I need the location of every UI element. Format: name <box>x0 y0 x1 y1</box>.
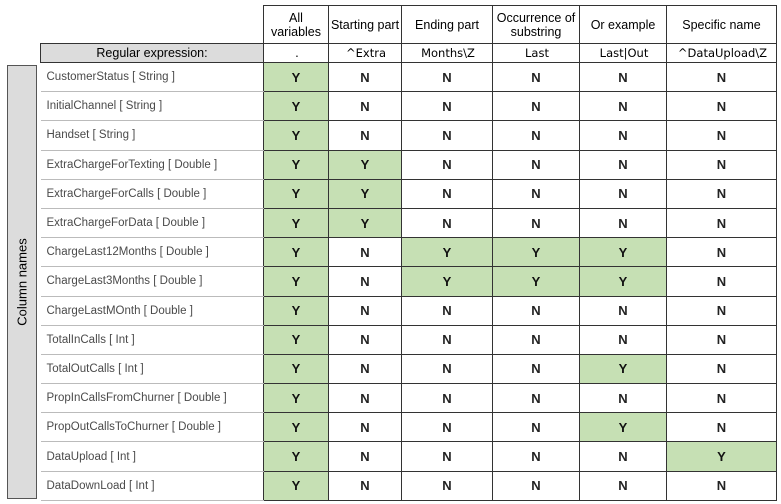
match-cell: Y <box>264 63 329 92</box>
no-match-cell: N <box>493 296 580 325</box>
table-row <box>41 150 777 179</box>
no-match-cell: N <box>402 179 493 208</box>
match-cell: Y <box>580 413 667 442</box>
match-cell: Y <box>402 238 493 267</box>
column-name-cell: ExtraChargeForData [ Double ] <box>41 208 264 237</box>
column-names-side-label <box>7 65 37 499</box>
table-row <box>41 92 777 121</box>
column-header: Or example <box>580 6 667 44</box>
no-match-cell: N <box>493 384 580 413</box>
column-name-cell: ChargeLast3Months [ Double ] <box>41 267 264 296</box>
match-cell: Y <box>264 471 329 500</box>
no-match-cell: N <box>329 325 402 354</box>
column-name-cell: ExtraChargeForTexting [ Double ] <box>41 150 264 179</box>
column-name-cell: CustomerStatus [ String ] <box>41 63 264 92</box>
table-row <box>41 121 777 150</box>
no-match-cell: N <box>402 92 493 121</box>
regex-pattern: ^Extra <box>329 44 402 63</box>
no-match-cell: N <box>329 354 402 383</box>
column-name-cell: DataDownLoad [ Int ] <box>41 471 264 500</box>
no-match-cell: N <box>667 179 777 208</box>
match-cell: Y <box>329 150 402 179</box>
no-match-cell: N <box>493 354 580 383</box>
no-match-cell: N <box>329 442 402 471</box>
no-match-cell: N <box>580 442 667 471</box>
no-match-cell: N <box>667 267 777 296</box>
no-match-cell: N <box>667 413 777 442</box>
table-row <box>41 442 777 471</box>
column-name-cell: TotalInCalls [ Int ] <box>41 325 264 354</box>
no-match-cell: N <box>493 325 580 354</box>
match-cell: Y <box>580 267 667 296</box>
column-header: All variables <box>264 6 329 44</box>
match-cell: Y <box>264 413 329 442</box>
no-match-cell: N <box>580 121 667 150</box>
no-match-cell: N <box>493 92 580 121</box>
header-row <box>41 6 777 44</box>
column-name-cell: TotalOutCalls [ Int ] <box>41 354 264 383</box>
no-match-cell: N <box>402 442 493 471</box>
no-match-cell: N <box>667 150 777 179</box>
no-match-cell: N <box>493 150 580 179</box>
match-cell: Y <box>329 208 402 237</box>
no-match-cell: N <box>493 121 580 150</box>
no-match-cell: N <box>402 384 493 413</box>
side-label-text: Column names <box>14 238 30 326</box>
no-match-cell: N <box>580 150 667 179</box>
column-header: Occurrence of substring <box>493 6 580 44</box>
match-cell: Y <box>264 325 329 354</box>
no-match-cell: N <box>402 413 493 442</box>
match-cell: Y <box>264 179 329 208</box>
no-match-cell: N <box>580 296 667 325</box>
table-row <box>41 384 777 413</box>
column-name-cell: DataUpload [ Int ] <box>41 442 264 471</box>
column-name-cell: ExtraChargeForCalls [ Double ] <box>41 179 264 208</box>
no-match-cell: N <box>402 63 493 92</box>
no-match-cell: N <box>667 63 777 92</box>
no-match-cell: N <box>667 238 777 267</box>
regex-label: Regular expression: <box>41 44 264 63</box>
no-match-cell: N <box>329 296 402 325</box>
no-match-cell: N <box>493 179 580 208</box>
match-cell: Y <box>402 267 493 296</box>
no-match-cell: N <box>493 471 580 500</box>
table-row <box>41 354 777 383</box>
column-header: Ending part <box>402 6 493 44</box>
regex-pattern: . <box>264 44 329 63</box>
no-match-cell: N <box>493 208 580 237</box>
column-header: Specific name <box>667 6 777 44</box>
match-cell: Y <box>264 267 329 296</box>
no-match-cell: N <box>329 471 402 500</box>
no-match-cell: N <box>329 267 402 296</box>
no-match-cell: N <box>667 471 777 500</box>
match-cell: Y <box>264 238 329 267</box>
corner-blank <box>41 6 264 44</box>
no-match-cell: N <box>580 384 667 413</box>
match-cell: Y <box>264 208 329 237</box>
no-match-cell: N <box>329 413 402 442</box>
no-match-cell: N <box>667 384 777 413</box>
table-row <box>41 267 777 296</box>
column-name-cell: Handset [ String ] <box>41 121 264 150</box>
no-match-cell: N <box>493 442 580 471</box>
regex-pattern: Last|Out <box>580 44 667 63</box>
match-cell: Y <box>667 442 777 471</box>
no-match-cell: N <box>580 92 667 121</box>
regex-pattern: Months\Z <box>402 44 493 63</box>
match-cell: Y <box>493 267 580 296</box>
no-match-cell: N <box>402 471 493 500</box>
no-match-cell: N <box>402 121 493 150</box>
no-match-cell: N <box>667 208 777 237</box>
no-match-cell: N <box>329 92 402 121</box>
no-match-cell: N <box>667 354 777 383</box>
match-cell: Y <box>264 384 329 413</box>
match-cell: Y <box>580 354 667 383</box>
match-cell: Y <box>493 238 580 267</box>
match-cell: Y <box>580 238 667 267</box>
table-row <box>41 325 777 354</box>
match-cell: Y <box>264 442 329 471</box>
no-match-cell: N <box>329 238 402 267</box>
table-row <box>41 238 777 267</box>
no-match-cell: N <box>329 384 402 413</box>
no-match-cell: N <box>667 92 777 121</box>
no-match-cell: N <box>667 121 777 150</box>
no-match-cell: N <box>402 354 493 383</box>
column-header: Starting part <box>329 6 402 44</box>
no-match-cell: N <box>493 413 580 442</box>
no-match-cell: N <box>329 63 402 92</box>
no-match-cell: N <box>667 325 777 354</box>
table-row <box>41 179 777 208</box>
regex-pattern: Last <box>493 44 580 63</box>
match-cell: Y <box>264 354 329 383</box>
column-name-cell: ChargeLast12Months [ Double ] <box>41 238 264 267</box>
no-match-cell: N <box>580 63 667 92</box>
no-match-cell: N <box>580 208 667 237</box>
no-match-cell: N <box>402 150 493 179</box>
match-cell: Y <box>264 92 329 121</box>
column-name-cell: ChargeLastMOnth [ Double ] <box>41 296 264 325</box>
regex-pattern: ^DataUpload\Z <box>667 44 777 63</box>
column-name-cell: PropOutCallsToChurner [ Double ] <box>41 413 264 442</box>
table-row <box>41 208 777 237</box>
table-row <box>41 63 777 92</box>
no-match-cell: N <box>402 296 493 325</box>
match-cell: Y <box>329 179 402 208</box>
regex-row <box>41 44 777 63</box>
no-match-cell: N <box>580 179 667 208</box>
no-match-cell: N <box>580 325 667 354</box>
selection-grid <box>40 5 777 501</box>
table-row <box>41 296 777 325</box>
table-row <box>41 471 777 500</box>
no-match-cell: N <box>493 63 580 92</box>
match-cell: Y <box>264 296 329 325</box>
no-match-cell: N <box>580 471 667 500</box>
no-match-cell: N <box>402 325 493 354</box>
no-match-cell: N <box>667 296 777 325</box>
no-match-cell: N <box>402 208 493 237</box>
no-match-cell: N <box>329 121 402 150</box>
match-cell: Y <box>264 150 329 179</box>
column-name-cell: PropInCallsFromChurner [ Double ] <box>41 384 264 413</box>
match-cell: Y <box>264 121 329 150</box>
column-name-cell: InitialChannel [ String ] <box>41 92 264 121</box>
table-row <box>41 413 777 442</box>
